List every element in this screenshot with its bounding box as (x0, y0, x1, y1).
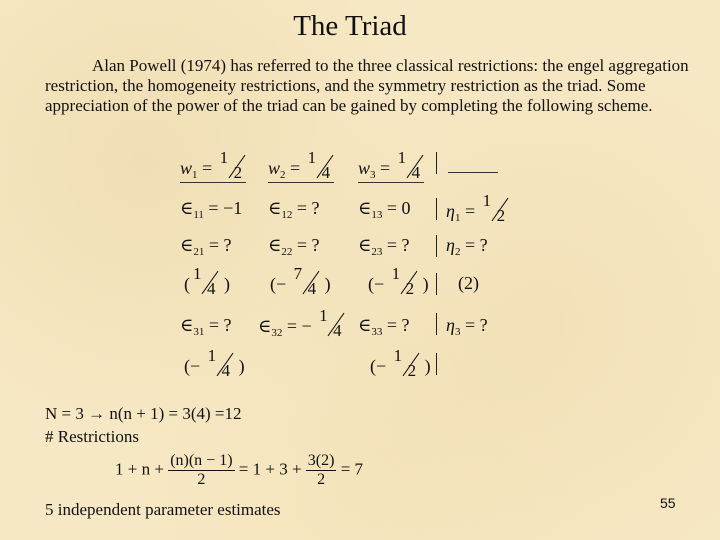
row3-col1-value: ( 1 4 ) (184, 264, 230, 298)
e21-expression: $\in_{21}$ = ? (180, 235, 232, 258)
e32-expression: $\in_{32}$ = − 1 4 (258, 308, 350, 342)
eta3-expression: $\eta_3$ = ? (446, 315, 488, 338)
e12-expression: $\in_{12}$ = ? (268, 198, 320, 221)
formula-fraction-1: $\frac{(n)(n - 1)}{2}$ (170, 452, 233, 488)
w3-expression: $w_3$ = 1 4 (358, 150, 429, 184)
page-number: 55 (660, 495, 676, 511)
slide-title: The Triad (293, 10, 407, 42)
e23-expression: $\in_{23}$ = ? (358, 235, 410, 258)
e22-expression: $\in_{22}$ = ? (268, 235, 320, 258)
n-equation: N = 3 → n(n + 1) = 3(4) =12 (45, 404, 242, 423)
intro-paragraph: Alan Powell (1974) has referred to the three classical restrictions: the engel aggregation restriction, the homogeneity restrictions, and the symmetry restriction as the triad. Some appreciation of the power of the triad can be gained by completing the following scheme. (45, 56, 689, 115)
e31-expression: $\in_{31}$ = ? (180, 315, 232, 338)
w2-underline (268, 182, 334, 183)
column-separator (436, 198, 437, 220)
column-separator (436, 235, 437, 257)
restrictions-label: # Restrictions (45, 427, 139, 446)
e11-expression: $\in_{11} = -1$ (180, 198, 243, 221)
e33-expression: $\in_{33}$ = ? (358, 315, 410, 338)
formula-fraction-2: $\frac{3(2)}{2}$ (307, 452, 335, 488)
column-separator (436, 152, 437, 174)
w1-underline (180, 182, 246, 183)
w2-expression: $w_2$ = 1 4 (268, 150, 339, 184)
row3-col2-value: (− 7 4 ) (270, 264, 331, 298)
row3-col3-value: (− 1 2 ) (368, 264, 429, 298)
row5-col3-value: (− 1 2 ) (370, 346, 431, 380)
row3-col4-value: (2) (458, 273, 479, 293)
independent-estimates: 5 independent parameter estimates (45, 500, 281, 519)
row5-col1-value: (− 1 4 ) (184, 346, 245, 380)
eta1-expression: $\eta_1$ = 1 2 (446, 193, 514, 227)
w1-expression: $w_1$ = 1 2 (180, 150, 251, 184)
blank-line (448, 172, 498, 173)
w3-underline (358, 182, 424, 183)
column-separator (436, 313, 437, 335)
column-separator (436, 273, 437, 295)
restrictions-formula: 1 + n + $\frac{(n)(n - 1)}{2}$ = 1 + 3 + $\frac{3(2)}{2}$ = 7 (115, 452, 364, 488)
column-separator (436, 353, 437, 375)
e13-expression: $\in_{13} = 0$ (358, 198, 411, 221)
eta2-expression: $\eta_2$ = ? (446, 235, 488, 258)
